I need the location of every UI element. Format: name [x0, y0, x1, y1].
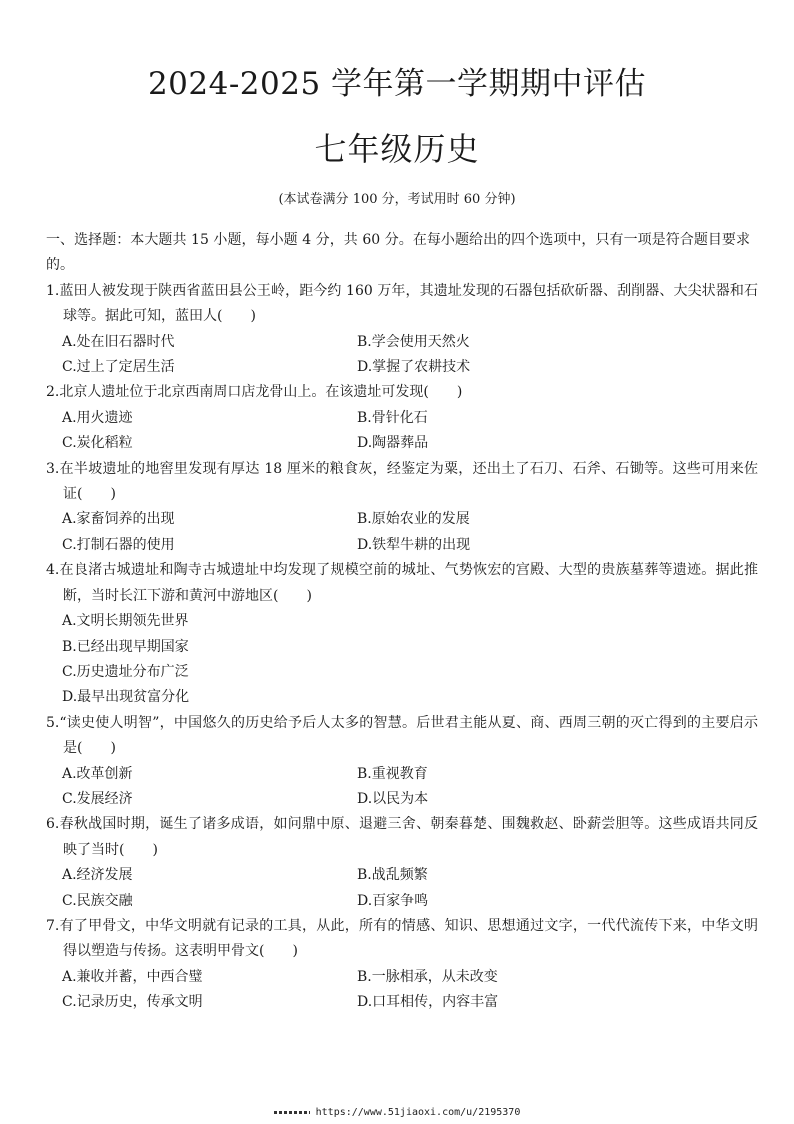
option-c: C.炭化稻粒 — [62, 435, 133, 452]
question-3 — [46, 457, 758, 559]
option-c: C.发展经济 — [62, 790, 133, 807]
question-stem: 6.春秋战国时期，诞生了诸多成语，如问鼎中原、退避三舍、朝秦暮楚、围魏救赵、卧薪尝胆等。这些成语共同反映了当时( ) — [46, 816, 758, 858]
question-2 — [46, 380, 758, 456]
footer-url[interactable]: https://www.51jiaoxi.com/u/2195370 — [315, 1107, 521, 1118]
option-d: D.掌握了农耕技术 — [357, 359, 471, 376]
question-7 — [46, 914, 758, 1016]
footer — [0, 1107, 794, 1118]
question-stem: 2.北京人遗址位于北京西南周口店龙骨山上。在该遗址可发现( ) — [46, 384, 463, 401]
option-d: D.口耳相传，内容丰富 — [357, 994, 499, 1011]
question-stem: 1.蓝田人被发现于陕西省蓝田县公王岭，距今约 160 万年，其遗址发现的石器包括砍斫器、刮削器、大尖状器和石球等。据此可知，蓝田人( ) — [46, 282, 758, 325]
option-a: A.兼收并蓄，中西合璧 — [62, 968, 203, 985]
exam-title: 2024-2025 学年第一学期期中评估 — [147, 66, 647, 102]
option-c: C.打制石器的使用 — [62, 536, 175, 553]
option-d: D.以民为本 — [357, 790, 429, 807]
option-a: A.改革创新 — [62, 765, 133, 782]
question-6 — [46, 812, 758, 914]
option-b: B.重视教育 — [357, 765, 428, 782]
option-a: A.处在旧石器时代 — [62, 333, 175, 350]
option-list — [46, 762, 758, 813]
exam-content — [46, 228, 758, 1016]
option-list — [46, 507, 758, 558]
option-c: C.民族交融 — [62, 892, 133, 909]
question-stem: 7.有了甲骨文，中华文明就有记录的工具，从此，所有的情感、知识、思想通过文字，一代代流传下来，中华文明得以塑造与传扬。这表明甲骨文( ) — [46, 917, 758, 960]
option-c: C.过上了定居生活 — [62, 359, 175, 376]
option-b: B.骨针化石 — [357, 409, 428, 426]
option-list — [46, 330, 758, 381]
question-1 — [46, 279, 758, 381]
watermark-logo — [274, 1111, 310, 1114]
option-a: A.用火遗迹 — [62, 409, 133, 426]
option-a: A.文明长期领先世界 — [62, 613, 189, 630]
option-c: C.记录历史，传承文明 — [62, 994, 203, 1011]
question-stem: 4.在良渚古城遗址和陶寺古城遗址中均发现了规模空前的城址、气势恢宏的宫殿、大型的贵族墓葬等遗迹。据此推断，当时长江下游和黄河中游地区( ) — [46, 562, 758, 604]
option-list — [46, 863, 758, 914]
question-stem: 3.在半坡遗址的地窖里发现有厚达 18 厘米的粮食灰，经鉴定为粟，还出土了石刀、石斧、石锄等。这些可用来佐证( ) — [46, 460, 758, 503]
option-d: D.最早出现贫富分化 — [62, 689, 190, 706]
option-list — [46, 965, 758, 1016]
option-a: A.家畜饲养的出现 — [62, 511, 175, 528]
option-b: B.战乱频繁 — [357, 867, 428, 884]
option-list — [46, 609, 758, 711]
option-d: D.铁犁牛耕的出现 — [357, 536, 471, 553]
option-b: B.一脉相承，从未改变 — [357, 968, 498, 985]
question-stem: 5.“读史使人明智”，中国悠久的历史给予后人太多的智慧。后世君主能从夏、商、西周三朝的灭亡得到的主要启示是( ) — [46, 714, 758, 757]
option-c: C.历史遗址分布广泛 — [62, 663, 189, 680]
exam-note: (本试卷满分 100 分，考试用时 60 分钟) — [278, 192, 516, 207]
exam-subtitle: 七年级历史 — [314, 130, 480, 168]
option-d: D.百家争鸣 — [357, 892, 429, 909]
option-b: B.学会使用天然火 — [357, 333, 470, 350]
option-list — [46, 406, 758, 457]
question-5 — [46, 711, 758, 813]
option-b: B.已经出现早期国家 — [62, 638, 189, 655]
section-heading: 一、选择题：本大题共 15 小题，每小题 4 分，共 60 分。在每小题给出的四个选项中，只有一项是符合题目要求的。 — [46, 232, 751, 274]
option-d: D.陶器葬品 — [357, 435, 429, 452]
question-4 — [46, 558, 758, 710]
option-a: A.经济发展 — [62, 867, 133, 884]
option-b: B.原始农业的发展 — [357, 511, 470, 528]
